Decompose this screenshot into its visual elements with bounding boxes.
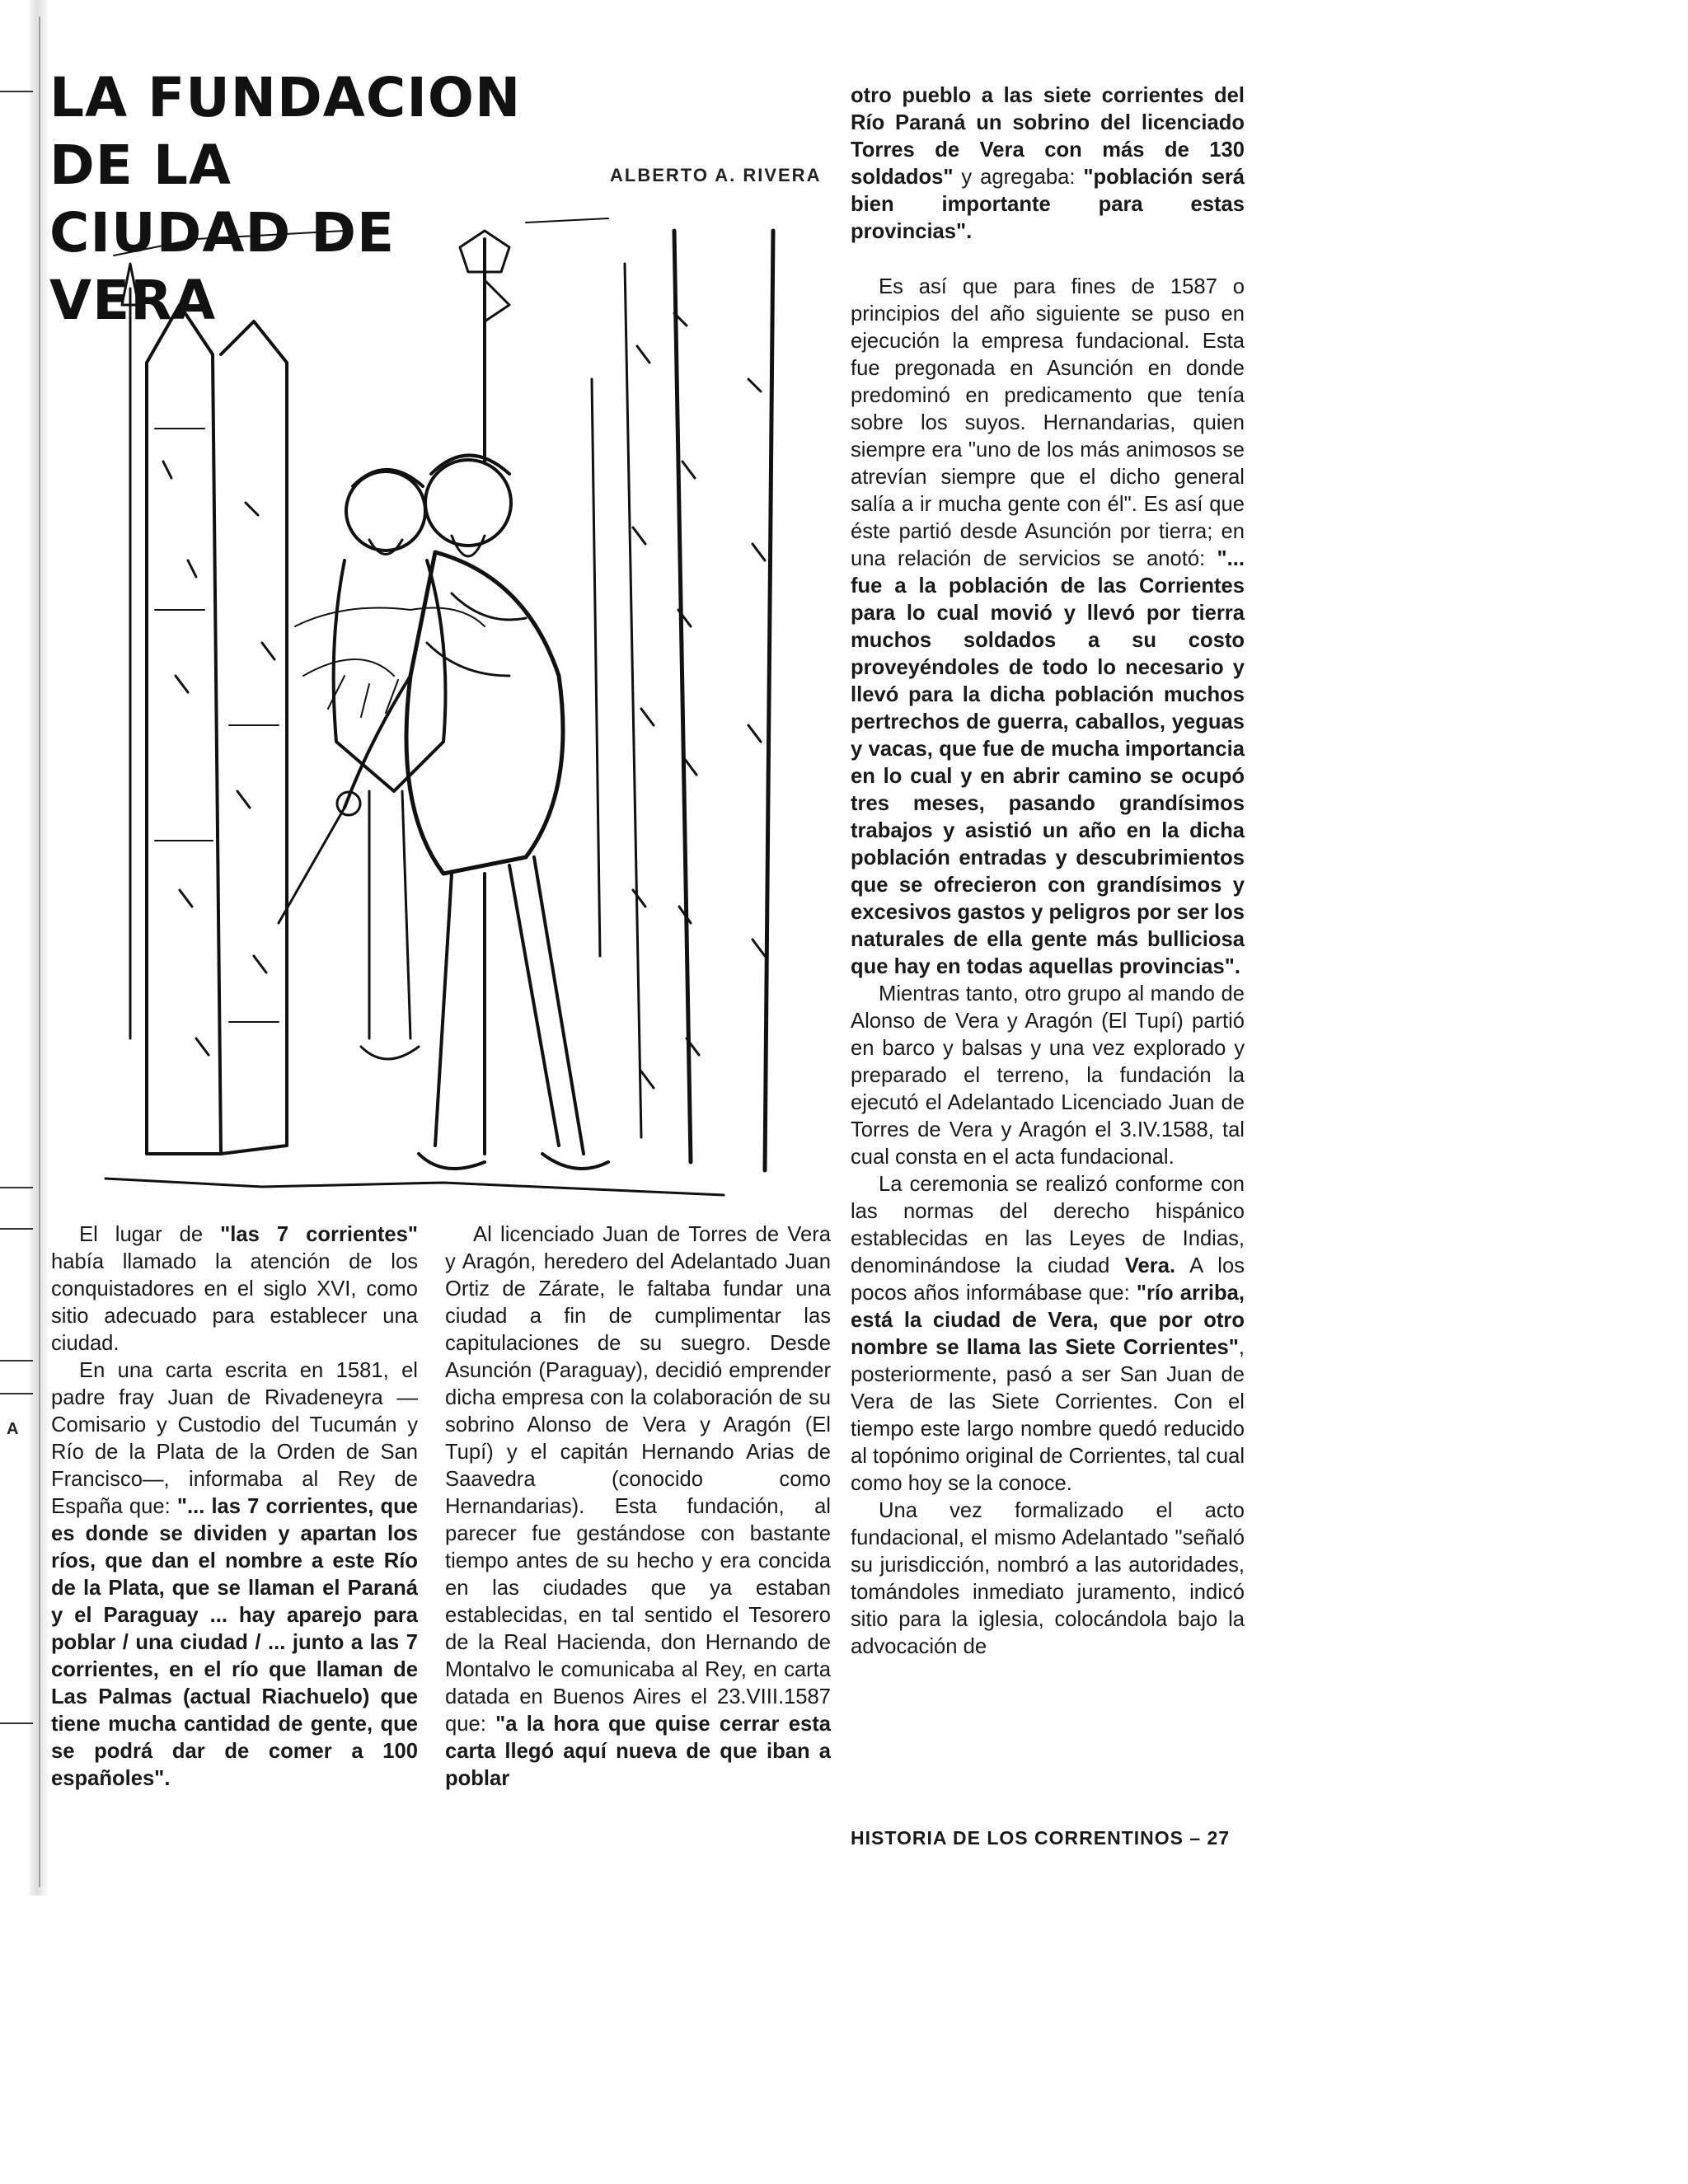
text: La ceremonia se realizó conforme con las normas del derecho hispánico establecidas en las Leyes de Indias, denominándose la ciudad xyxy=(851,1173,1245,1277)
margin-marker: A xyxy=(7,1420,19,1438)
paragraph xyxy=(51,1357,418,1793)
paragraph xyxy=(51,1221,418,1357)
text-column-3 xyxy=(851,82,1245,1661)
bold-quote: "población será bien importante para estas provincias". xyxy=(851,166,1245,243)
article-author: ALBERTO A. RIVERA xyxy=(610,165,822,185)
margin-tick xyxy=(0,1360,33,1361)
page-footer: HISTORIA DE LOS CORRENTINOS – 27 xyxy=(851,1827,1231,1849)
colonial-soldiers-drawing-icon xyxy=(97,214,806,1203)
margin-tick xyxy=(0,1187,33,1188)
bold-quote: "las 7 corrientes" xyxy=(220,1223,419,1246)
margin-tick xyxy=(0,91,33,92)
text: Es así que para fines de 1587 o principios del año siguiente se puso en ejecución la empresa fundacional. Esta fue pregonada en Asunción en donde predominó en predicamento que tenía sobre los suyos. Hernandarias, quien siempre era "uno de los más animosos se atrevían siempre que el dicho general salía a ir mucha gente con él". Es así que éste partió desde Asunción por tierra; en una relación de servicios se anotó: xyxy=(851,275,1245,570)
paragraph: Mientras tanto, otro grupo al mando de Alonso de Vera y Aragón (El Tupí) partió en barco y balsas y una vez explorado y preparado el terreno, la fundación la ejecutó el Adelantado Licenciado Juan de Torres de Vera y Aragón el 3.IV.1588, tal cual consta en el acta fundacional. xyxy=(851,982,1245,1169)
bold-quote: "río arriba, está la ciudad de Vera, que por otro nombre se llama las Siete Corrientes" xyxy=(851,1282,1245,1359)
paragraph xyxy=(851,1171,1245,1497)
title-line-2: CIUDAD DE VERA xyxy=(49,201,396,332)
margin-tick xyxy=(0,1722,33,1724)
paragraph xyxy=(851,274,1245,981)
bold-quote: "... fue a la población de las Corrientes para lo cual movió y llevó por tierra muchos soldados a su costo proveyéndoles de todo lo necesario y llevó para la dicha población muchos pertrechos de guerra, caballos, yeguas y vacas, que fue de mucha importancia en lo cual y en abrir camino se ocupó tres meses, pasando grandísimos trabajos y asistió un año en la dicha población entradas y descubrimientos que se ofrecieron con grandísimos y excesivos gastos y peligros por ser los naturales de ella gente más bulliciosa que hay en todas aquellas provincias". xyxy=(851,547,1245,978)
text: Al licenciado Juan de Torres de Vera y Aragón, heredero del Adelantado Juan Ortiz de Zárate, le faltaba fundar una ciudad a fin de cumplimentar las capitulaciones de su suegro. Desde Asunción (Paraguay), decidió emprender dicha empresa con la colaboración de su sobrino Alonso de Vera y Aragón (El Tupí) y el capitán Hernando Arias de Saavedra (conocido como Hernandarias). Esta fundación, al parecer fue gestándose con bastante tiempo antes de su hecho y era concida en las ciudades que ya estaban establecidas, en tal sentido el Tesorero de la Real Hacienda, don Hernando de Montalvo le comunicaba al Rey, en carta datada en Buenos Aires el 23.VIII.1587 que: xyxy=(445,1223,831,1736)
text: El lugar de xyxy=(79,1223,221,1246)
page-binding-line xyxy=(39,16,40,1887)
paragraph xyxy=(445,1221,831,1793)
margin-tick xyxy=(0,1393,33,1394)
text: , posteriormente, pasó a ser San Juan de Vera de las Siete Corrientes. Con el tiempo este largo nombre quedó reducido al topónimo original de Corrientes, tal cual como hoy se la conoce. xyxy=(851,1336,1245,1495)
paragraph: Una vez formalizado el acto fundacional, el mismo Adelantado "señaló su jurisdicción, nombró a las autoridades, tomándoles inmediato juramento, indicó sitio para la iglesia, colocándola bajo la advocación de xyxy=(851,1499,1245,1658)
paragraph xyxy=(851,82,1245,246)
bold-quote: "... las 7 corrientes, que es donde se dividen y apartan los ríos, que dan el nombre a este Río de la Plata, que se llaman el Paraná y el Paraguay ... hay aparejo para poblar / una ciudad / ... junto a las 7 corrientes, en el río que llaman de Las Palmas (actual Riachuelo) que tiene mucha cantidad de gente, que se podrá dar de comer a 100 españoles". xyxy=(51,1495,418,1790)
text: A los pocos años informábase que: xyxy=(851,1254,1245,1305)
text-column-2 xyxy=(445,1221,831,1793)
bold-text: Vera. xyxy=(1124,1254,1176,1277)
title-line-1: LA FUNDACION DE LA xyxy=(49,66,522,197)
text: y agregaba: xyxy=(953,166,1084,189)
margin-tick xyxy=(0,1228,33,1230)
text: En una carta escrita en 1581, el padre fray Juan de Rivadeneyra —Comisario y Custodio del Tucumán y Río de la Plata de la Orden de San Francisco—, informaba al Rey de España que: xyxy=(51,1359,418,1518)
text-column-1 xyxy=(51,1221,418,1793)
bold-quote: otro pueblo a las siete corrientes del Río Paraná un sobrino del licenciado Torres de Vera con más de 130 soldados" xyxy=(851,84,1245,189)
text: había llamado la atención de los conquistadores en el siglo XVI, como sitio adecuado para establecer una ciudad. xyxy=(51,1250,418,1355)
bold-quote: "a la hora que quise cerrar esta carta llegó aquí nueva de que iban a poblar xyxy=(445,1713,831,1790)
